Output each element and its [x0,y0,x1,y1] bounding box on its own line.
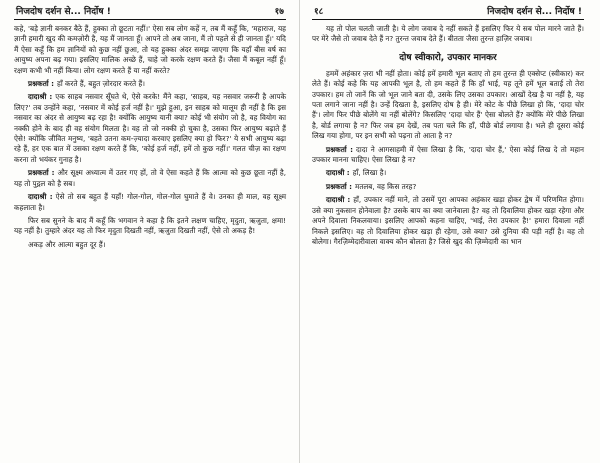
speaker-label: दादाश्री : [326,195,351,205]
dialogue-paragraph [14,79,286,89]
right-page-header [312,4,584,20]
speaker-label: दादाश्री : [326,168,350,178]
dialogue-paragraph [312,182,584,192]
paragraph-text: अकड़ और आत्मा बहुत दूर हैं। [28,239,106,249]
paragraph-text: मतलब, वह किस तरह? [355,181,417,191]
right-header-title: निजदोष दर्शन से... निर्दोष ! [487,7,582,17]
left-page-header [14,4,286,20]
left-page [4,0,294,463]
paragraph [14,240,286,250]
paragraph-text: हाँ, लिखा है। [352,168,387,178]
paragraph [14,216,286,237]
dialogue-paragraph [14,192,286,213]
paragraph-text: फिर सब सुनने के बाद मैं कहूँ कि भगवान ने कहा है कि इतने लक्षण चाहिए, मृदुता, ऋजुता, क्षमा! यह नहीं है। तुम्हारे अंदर यह तो फिर मृदुता दिखती नहीं, ऋजुता दिखती नहीं, ऐसे तो अकड़ है! [14,215,286,236]
speaker-label: दादाश्री : [28,192,53,202]
paragraph-text: कहे, 'बड़े ज्ञानी बनकर बैठे हैं, हुक्का तो छूटता नहीं।' ऐसा सब लोग कहें न, तब मैं कहूँ कि, 'महाराज, यह ज्ञानी हमारी खुद की कमज़ोरी है, यह मैं जानता हूँ। आपने तो अब जाना, मैं तो पहले से ही जानता हूँ।' यदि मैं ऐसा कहूँ कि हम ज्ञानियों को कुछ नहीं छुआ, तो यह हुक्का अंदर समझ जाएगा कि यहाँ बीस वर्ष का आयुष्य अपना बढ़ गया। इसलिए मालिक अच्छे हैं, चाहे जो करके रक्षण करते हैं। जैसा मैं कबूल नहीं हूँ। रक्षण कभी भी नहीं किया। लोग रक्षण करते हैं या नहीं करते? [14,24,286,75]
left-page-body [14,24,286,250]
speaker-label: प्रश्नकर्ता : [28,79,55,89]
speaker-label: प्रश्नकर्ता : [326,181,353,191]
paragraph [14,24,286,76]
dialogue-paragraph [14,168,286,189]
right-page-number: १८ [314,7,324,17]
paragraph-text: ऐसे तो सब बहुत हैं यहाँ! गोल-गोल, गोल-गोल घुमाते हैं वे। उनका ही माल, वह सूक्ष्म कहलाता है। [14,192,287,212]
paragraph-text: हममें अहंकार ज़रा भी नहीं होता। कोई हमें हमारी भूल बताए तो हम तुरन्त ही एक्सेप्ट (स्वीकार) कर लेते हैं। कोई कहे कि यह आपकी भूल है, तो हम कहते हैं कि हाँ भाई, यह तूने हमें भूल बताई तो तेरा उपकार। हम तो जानें कि जो भूल जाने बता दी, उसके लिए उसका उपकार। आखों देख है या नहीं है, यह पता लगाने जाना नहीं है। उन्हें दिखता है, इसलिए दोष है ही। मेरे कोट के पीछे लिखा हो कि, 'दादा चोर हैं'। लोग फिर पीछे बोलेंगे या नहीं बोलेंगे? किसलिए 'दादा चोर हैं' ऐसा बोलते हैं? क्योंकि मेरे पीछे लिखा है, बोर्ड लगाया है न? फिर जब हम देखें, तब पता चले कि हाँ, पीछे बोर्ड लगाया है। भले ही दूसरा कोई लिख गया होगा, पर इन सभी को पढ़ना तो आता है न? [312,68,584,141]
intro-paragraph: यह तो पोल चलती जाती है। ये लोग जवाब दे नहीं सकते हैं इसलिए फिर ये सब पोल मारने जाते हैं। पर मेरे जैसे तो जवाब देते हैं न? तुरन्त जवाब देते हैं। बीतता जैसा तुरन्त हाज़िर जवाब। [312,24,584,44]
paragraph-text: हाँ, उपकार नहीं माने, तो उसमें पूरा आपका अहंकार खड़ा होकर द्वेष में परिणमित होगा। उसे क्या नुकसान होनेवाला है? उसके बाप का क्या जानेवाला है? वह तो दिवालिया होकर खड़ा रहेगा और अपने दिवाला निकलवाया। इसलिए आपको कहना चाहिए, 'भाई, तेरा उपकार है!' हमारा दिवाला नहीं निकले इसलिए। वह तो दिवालिया होकर खड़ा ही रहेगा, उसे क्या? उसे दुनिया की पड़ी नहीं है। वह तो बोलेगा। गैरज़िम्मेदारीवाला वाक्य कौन बोलता है? जिसे खुद की ज़िम्मेदारी का भान [312,195,585,246]
speaker-label: प्रश्नकर्ता : [28,168,55,178]
dialogue-paragraph [312,168,584,178]
paragraph-text: एक साहब नसवार सूँघते थे, ऐसे करके! मैंने कहा, 'साहब, यह नसवार जरूरी है आपके लिए?' तब उन्होंने कहा, 'नसवार में कोई हर्ज नहीं है।' मुझे हुआ, इन साहब को मालूम ही नहीं है कि इस नसवार का अंदर से आयुष्य बढ़ रहा है! क्योंकि आयुष्य यानी क्या? कोई भी संयोग जो है, वह वियोग का नक्की होने के बाद ही वह संयोग मिलता है। वह तो जो नक्की हो चुका है, उसका फिर आयुष्य बढ़ाते हैं ऐसे! क्योंकि जीवित मनुष्य, 'बहते उतना कम-ज़्यादा करवाए इसलिए क्या हो फिर?' ये सभी आयुष्य बढ़ा रहे हैं, हर एक बात में उसका रक्षण करते हैं कि, 'कोई हर्ज नहीं, हमें तो कुछ नहीं।' गलत चीज़ का रक्षण करना तो भयंकर गुनाह है। [14,92,286,164]
dialogue-paragraph [312,145,584,166]
dialogue-paragraph [14,92,286,165]
right-page-body [312,24,584,247]
left-page-number: १७ [274,7,284,17]
book-gutter [299,0,300,463]
paragraph-text: हाँ करते हैं, बहुत ज़ोरदार करते हैं। [57,79,145,89]
paragraph [312,69,584,142]
dialogue-paragraph [312,195,584,247]
right-page [306,0,596,463]
speaker-label: प्रश्नकर्ता : [326,144,354,154]
section-heading: दोष स्वीकारो, उपकार मानकर [399,52,497,63]
paragraph-text: दादा ने आगसाहमी में ऐसा लिखा है कि, 'दादा चोर हैं,' ऐसा कोई लिख दे तो महान उपकार मानना चाहिए। ऐसा लिखा है न? [312,144,584,165]
paragraph-text: और सूक्ष्म अध्यात्म में उतर गए हों, तो वे ऐसा कहते हैं कि आत्मा को कुछ छूता नहीं है, यह तो पुद्गल को है सब। [14,168,286,188]
speaker-label: दादाश्री : [28,92,53,102]
left-header-title: निजदोष दर्शन से... निर्दोष ! [16,7,111,17]
